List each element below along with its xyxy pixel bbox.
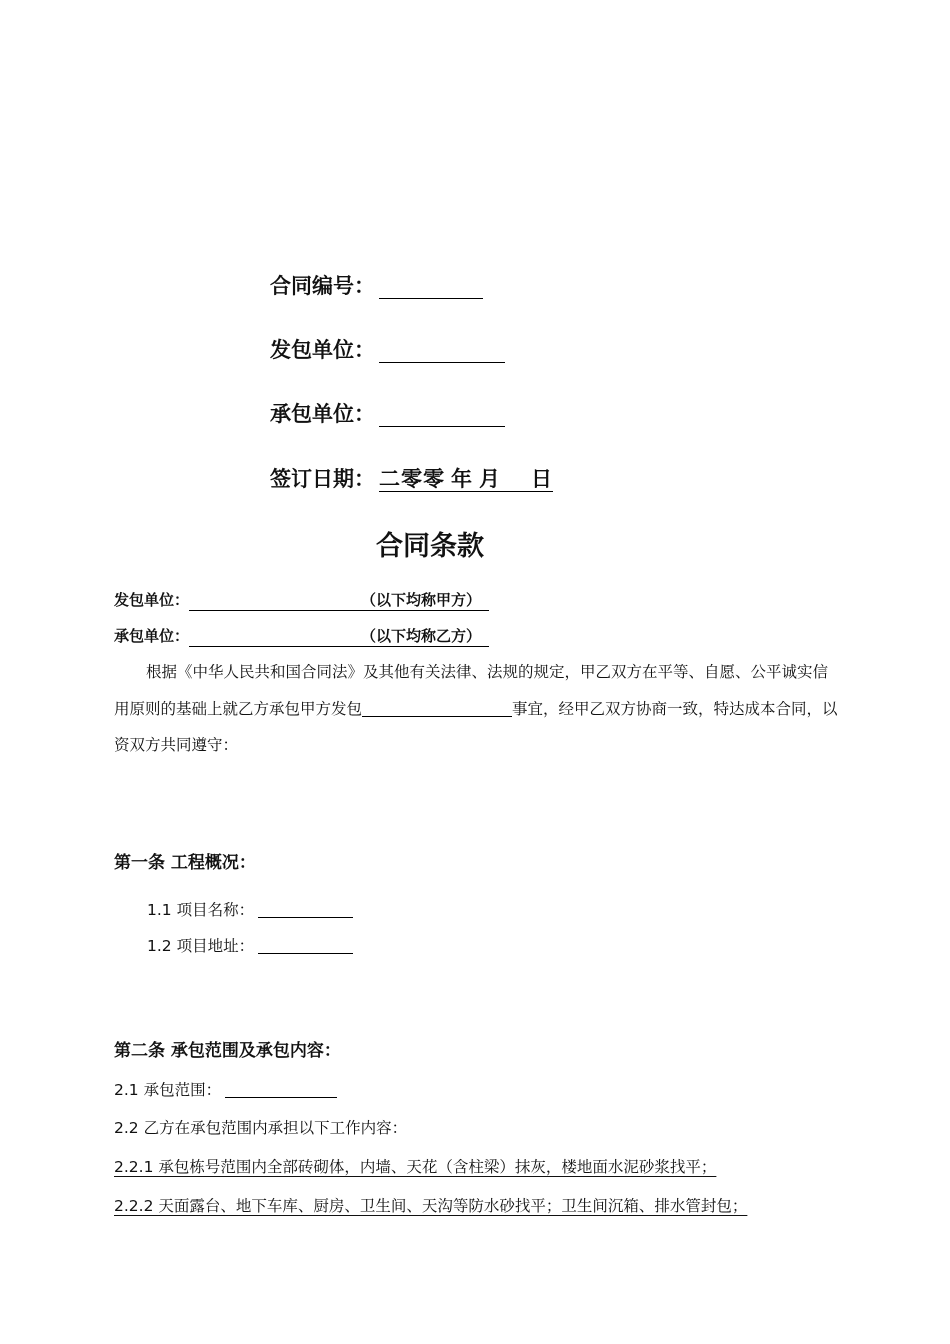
date-year-prefix: 二零零 xyxy=(379,467,445,491)
preamble-part1: 根据《中华人民共和国合同法》及其他有关法律、法规的规定，甲乙双方在平等、自愿、公平诚实信用原则的基础上就乙方承包甲方发包 xyxy=(114,663,829,718)
contract-number-field[interactable] xyxy=(379,276,483,299)
party-employer-row xyxy=(114,589,489,611)
employer-label: 发包单位： xyxy=(270,338,375,362)
contractor-field[interactable] xyxy=(379,404,505,427)
article2-heading: 第二条 承包范围及承包内容： xyxy=(114,1041,341,1061)
sign-date-field[interactable] xyxy=(379,467,553,492)
party-employer-field[interactable] xyxy=(189,589,489,611)
contractor-label: 承包单位： xyxy=(270,402,375,426)
preamble-paragraph xyxy=(114,654,839,764)
article1-heading: 第一条 工程概况： xyxy=(114,853,256,873)
article1-item1 xyxy=(147,898,353,920)
article1-item2 xyxy=(147,934,353,956)
project-address-label: 1.2 项目地址： xyxy=(147,937,255,955)
party-contractor-field[interactable] xyxy=(189,625,489,647)
date-day: 日 xyxy=(531,467,553,491)
contract-number-label: 合同编号： xyxy=(270,274,375,298)
project-name-label: 1.1 项目名称： xyxy=(147,901,255,919)
contractor-row xyxy=(270,398,505,428)
scope-label: 2.1 承包范围： xyxy=(114,1081,222,1099)
document-title: 合同条款 xyxy=(376,531,484,562)
date-year: 年 xyxy=(451,467,473,491)
project-name-field[interactable] xyxy=(258,899,353,918)
sign-date-row xyxy=(270,463,553,493)
preamble-part2: 事宜，经甲乙双方协商一致，特达成本合同，以资双方共同遵守： xyxy=(114,699,838,754)
party-contractor-note: （以下均称乙方） xyxy=(361,627,482,645)
party-employer-note: （以下均称甲方） xyxy=(361,591,482,609)
sign-date-label: 签订日期： xyxy=(270,467,375,491)
scope-field[interactable] xyxy=(225,1079,337,1098)
article2-item2: 2.2 乙方在承包范围内承担以下工作内容： xyxy=(114,1119,408,1137)
article2-item1 xyxy=(114,1078,337,1100)
date-month: 月 xyxy=(479,467,501,491)
party-contractor-label: 承包单位： xyxy=(114,627,190,645)
project-address-field[interactable] xyxy=(258,935,353,954)
party-contractor-row xyxy=(114,625,489,647)
contract-number-row xyxy=(270,270,483,300)
employer-field[interactable] xyxy=(379,340,505,363)
employer-row xyxy=(270,334,505,364)
party-employer-label: 发包单位： xyxy=(114,591,190,609)
article2-item2-1: 2.2.1 承包栋号范围内全部砖砌体，内墙、天花（含柱梁）抹灰，楼地面水泥砂浆找平； xyxy=(114,1158,717,1176)
preamble-blank[interactable] xyxy=(362,698,512,717)
article2-item2-2: 2.2.2 天面露台、地下车库、厨房、卫生间、天沟等防水砂找平；卫生间沉箱、排水管封包； xyxy=(114,1197,748,1215)
